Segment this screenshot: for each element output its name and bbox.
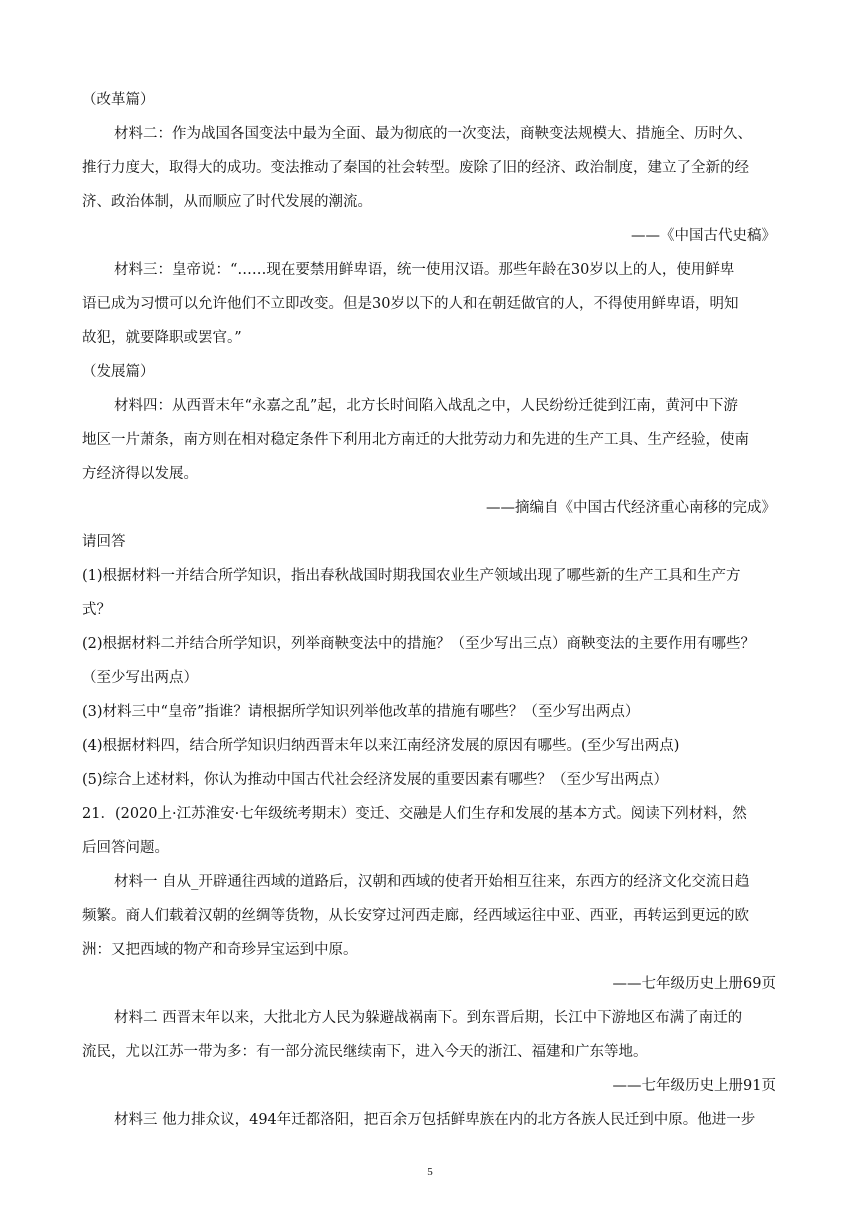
p21-material-1-line-2: 频繁。商人们载着汉朝的丝绸等货物，从长安穿过河西走廊，经西域运往中亚、西亚，再转运到更远的欧 [82, 908, 749, 924]
question-1-line-1: (1)根据材料一并结合所学知识，指出春秋战国时期我国农业生产领域出现了哪些新的生产工具和生产方 [82, 568, 741, 584]
p21-material-1-source: ——七年级历史上册69页 [612, 976, 776, 992]
question-5: (5)综合上述材料，你认为推动中国古代社会经济发展的重要因素有哪些？（至少写出两点） [82, 772, 669, 788]
material-2-line-2: 推行力度大，取得大的成功。变法推动了秦国的社会转型。废除了旧的经济、政治制度，建立了全新的经 [82, 160, 749, 176]
p21-material-2-source: ——七年级历史上册91页 [612, 1078, 776, 1094]
p21-material-1-line-1: 材料一 自从_开辟通往西域的道路后，汉朝和西域的使者开始相互往来，东西方的经济文化交流日趋 [114, 874, 750, 890]
material-4-line-3: 方经济得以发展。 [82, 466, 198, 482]
material-3-line-3: 故犯，就要降职或罢官。” [82, 330, 242, 346]
question-2-line-1: (2)根据材料二并结合所学知识，列举商鞅变法中的措施？（至少写出三点）商鞅变法的主要作用有哪些？ [82, 636, 756, 652]
question-3: (3)材料三中“皇帝”指谁？请根据所学知识列举他改革的措施有哪些？（至少写出两点） [82, 704, 640, 720]
section-heading-development: （发展篇） [82, 364, 155, 380]
material-2-source: ——《中国古代史稿》 [631, 228, 776, 244]
problem-21-line-2: 后回答问题。 [82, 840, 169, 856]
page-number: 5 [427, 1166, 433, 1178]
questions-heading: 请回答 [82, 534, 126, 550]
problem-21-line-1: 21．(2020上·江苏淮安·七年级统考期末）变迁、交融是人们生存和发展的基本方式。阅读下列材料，然 [82, 806, 747, 822]
question-2-line-2: （至少写出两点） [82, 670, 198, 686]
material-4-source: ——摘编自《中国古代经济重心南移的完成》 [486, 500, 776, 516]
material-3-line-1: 材料三：皇帝说：“……现在要禁用鲜卑语，统一使用汉语。那些年龄在30岁以上的人，使用鲜卑 [114, 262, 735, 278]
material-4-line-2: 地区一片萧条，南方则在相对稳定条件下利用北方南迁的大批劳动力和先进的生产工具、生产经验，使南 [82, 432, 749, 448]
question-4: (4)根据材料四，结合所学知识归纳西晋末年以来江南经济发展的原因有哪些。(至少写出两点) [82, 738, 680, 754]
p21-material-2-line-1: 材料二 西晋末年以来，大批北方人民为躲避战祸南下。到东晋后期，长江中下游地区布满了南迁的 [114, 1010, 743, 1026]
material-3-line-2: 语已成为习惯可以允许他们不立即改变。但是30岁以下的人和在朝廷做官的人，不得使用鲜卑语，明知 [82, 296, 739, 312]
section-heading-reform: （改革篇） [82, 92, 155, 108]
p21-material-1-line-3: 洲：又把西域的物产和奇珍异宝运到中原。 [82, 942, 358, 958]
question-1-line-2: 式？ [82, 602, 111, 618]
material-2-line-3: 济、政治体制，从而顺应了时代发展的潮流。 [82, 194, 372, 210]
material-4-line-1: 材料四：从西晋末年“永嘉之乱”起，北方长时间陷入战乱之中，人民纷纷迁徙到江南，黄河中下游 [114, 398, 738, 414]
p21-material-2-line-2: 流民，尤以江苏一带为多：有一部分流民继续南下，进入今天的浙江、福建和广东等地。 [82, 1044, 648, 1060]
material-2-line-1: 材料二：作为战国各国变法中最为全面、最为彻底的一次变法，商鞅变法规模大、措施全、历时久、 [114, 126, 752, 142]
p21-material-3-line-1: 材料三 他力排众议，494年迁都洛阳，把百余万包括鲜卑族在内的北方各族人民迁到中原。他进一步 [114, 1112, 756, 1128]
